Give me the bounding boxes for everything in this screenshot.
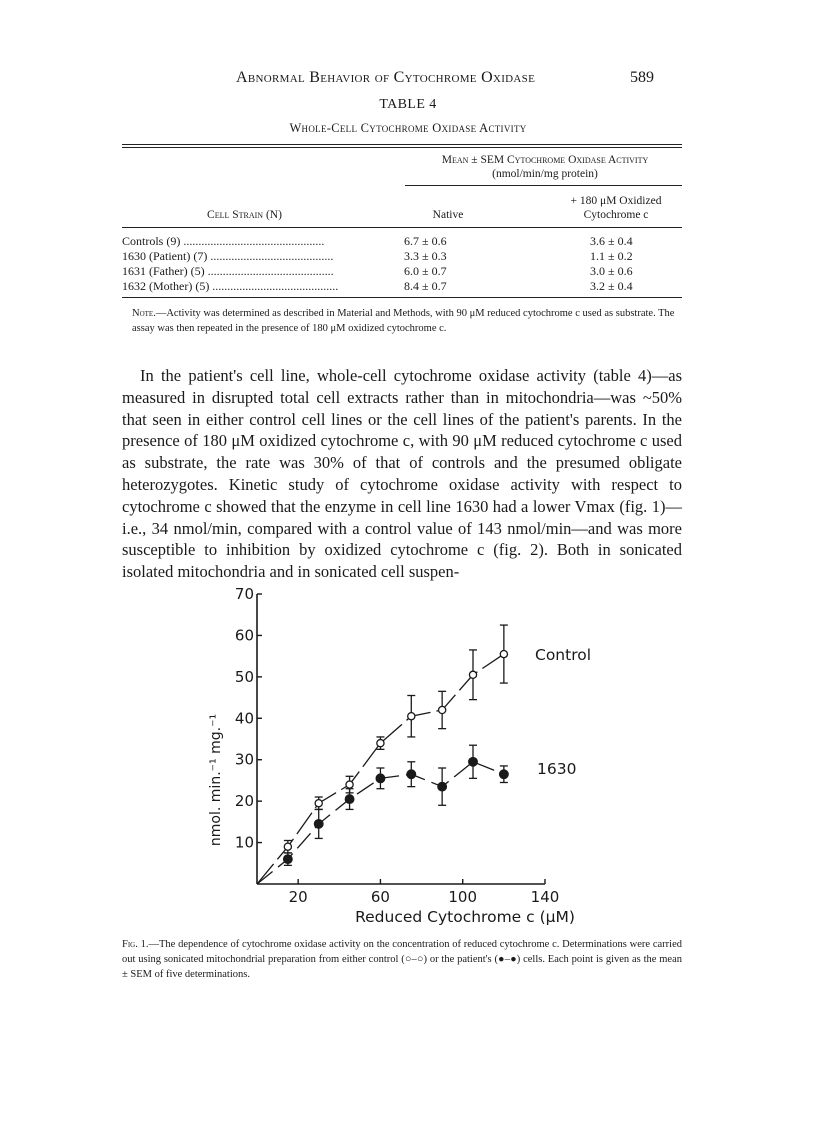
data-point-control [469, 671, 476, 678]
y-tick-label: 20 [234, 792, 254, 811]
table-cell-native: 6.0 ± 0.7 [404, 264, 447, 278]
y-tick-label: 30 [234, 750, 254, 769]
column-header-oxidized-line2: Cytochrome c [583, 209, 649, 221]
x-axis-label: Reduced Cytochrome c (μM) [355, 908, 575, 926]
data-point-control [315, 800, 322, 807]
table-cell-native: 8.4 ± 0.7 [404, 279, 447, 293]
figure-caption [122, 937, 682, 982]
data-point-1630 [438, 782, 447, 791]
table-cell-oxidized: 3.2 ± 0.4 [590, 279, 633, 293]
data-point-control [346, 781, 353, 788]
table-cell-strain: 1631 (Father) (5) .......................................... [122, 264, 334, 278]
table-cell-strain: 1632 (Mother) (5) .......................................... [122, 279, 339, 293]
y-axis-label: nmol. min.⁻¹ mg.⁻¹ [208, 713, 224, 847]
body-paragraph: In the patient's cell line, whole-cell cytochrome oxidase activity (table 4)—as measured in disrupted total cell extracts rather than in mitochondria—was ~50% that seen in either control cell lines or the cell lines of the patient's parents. In the presence of 180 μM oxidized cytochrome c, with 90 μM reduced cytochrome c used as substrate, the rate was 30% of that of controls and the presumed obligate heterozygotes. Kinetic study of cytochrome oxidase activity with respect to cytochrome c showed that the enzyme in cell line 1630 had a lower Vmax (fig. 1)—i.e., 34 nmol/min, compared with a control value of 143 nmol/min—and was more susceptible to inhibition by oxidized cytochrome c (fig. 2). Both in sonicated isolated mitochondria and in sonicated cell suspen- [122, 366, 682, 582]
data-point-1630 [469, 757, 478, 766]
y-tick-label: 60 [234, 626, 254, 645]
table-cell-strain: 1630 (Patient) (7) ......................................... [122, 249, 334, 263]
figure-caption-text: —The dependence of cytochrome oxidase activity on the concentration of reduced cytochrome c. Determinations were carried out using sonicated mitochondrial preparation from either control (○–○) or the patient's (●–●) cells. Each point is given as the mean ± SEM of five determinations. [122, 939, 682, 980]
data-point-control [284, 843, 291, 850]
data-point-control [500, 650, 507, 657]
y-tick-label: 40 [234, 709, 254, 728]
data-point-control [408, 713, 415, 720]
data-point-1630 [376, 774, 385, 783]
data-point-control [377, 740, 384, 747]
running-header-title: Abnormal Behavior of Cytochrome Oxidase [236, 69, 536, 86]
table-cell-native: 3.3 ± 0.3 [404, 249, 447, 263]
column-group-header-line1: Mean ± SEM Cytochrome Oxidase Activity [441, 154, 649, 166]
y-tick-label: 50 [234, 667, 254, 686]
table-title: Whole-Cell Cytochrome Oxidase Activity [289, 121, 527, 135]
column-header-native: Native [432, 209, 464, 221]
data-point-control [439, 706, 446, 713]
table-cell-oxidized: 1.1 ± 0.2 [590, 249, 633, 263]
data-point-1630 [407, 770, 416, 779]
series-label-control: Control [535, 646, 592, 664]
figure-caption-label: Fig. 1. [122, 939, 149, 950]
table-note-text: —Activity was determined as described in Material and Methods, with 90 μM reduced cytochrome c used as substrate. The assay was then repeated in the presence of 180 μM oxidized cytochrome c. [132, 308, 675, 334]
x-tick-label: 100 [448, 888, 478, 906]
table-cell-oxidized: 3.6 ± 0.4 [590, 234, 633, 248]
x-tick-label: 60 [370, 888, 390, 906]
data-point-1630 [500, 770, 509, 779]
column-group-header-line2: (nmol/min/mg protein) [492, 168, 598, 180]
x-tick-label: 140 [530, 888, 560, 906]
data-point-1630 [345, 795, 354, 804]
y-tick-label: 10 [234, 833, 254, 852]
data-point-1630 [284, 855, 293, 864]
column-header-cell-strain: Cell Strain (N) [207, 209, 282, 221]
table-cell-strain: Controls (9) ............................................... [122, 234, 325, 248]
column-header-oxidized-line1: + 180 μM Oxidized [570, 195, 662, 207]
series-label-1630: 1630 [537, 760, 577, 778]
table-label: TABLE 4 [379, 97, 437, 112]
table-cell-native: 6.7 ± 0.6 [404, 234, 447, 248]
chart-marks [284, 625, 509, 865]
table-note-label: Note. [132, 308, 156, 319]
y-tick-label: 70 [234, 585, 254, 603]
page-number: 589 [630, 69, 654, 86]
table-cell-oxidized: 3.0 ± 0.6 [590, 264, 633, 278]
data-point-1630 [314, 820, 323, 829]
x-tick-label: 20 [288, 888, 308, 906]
